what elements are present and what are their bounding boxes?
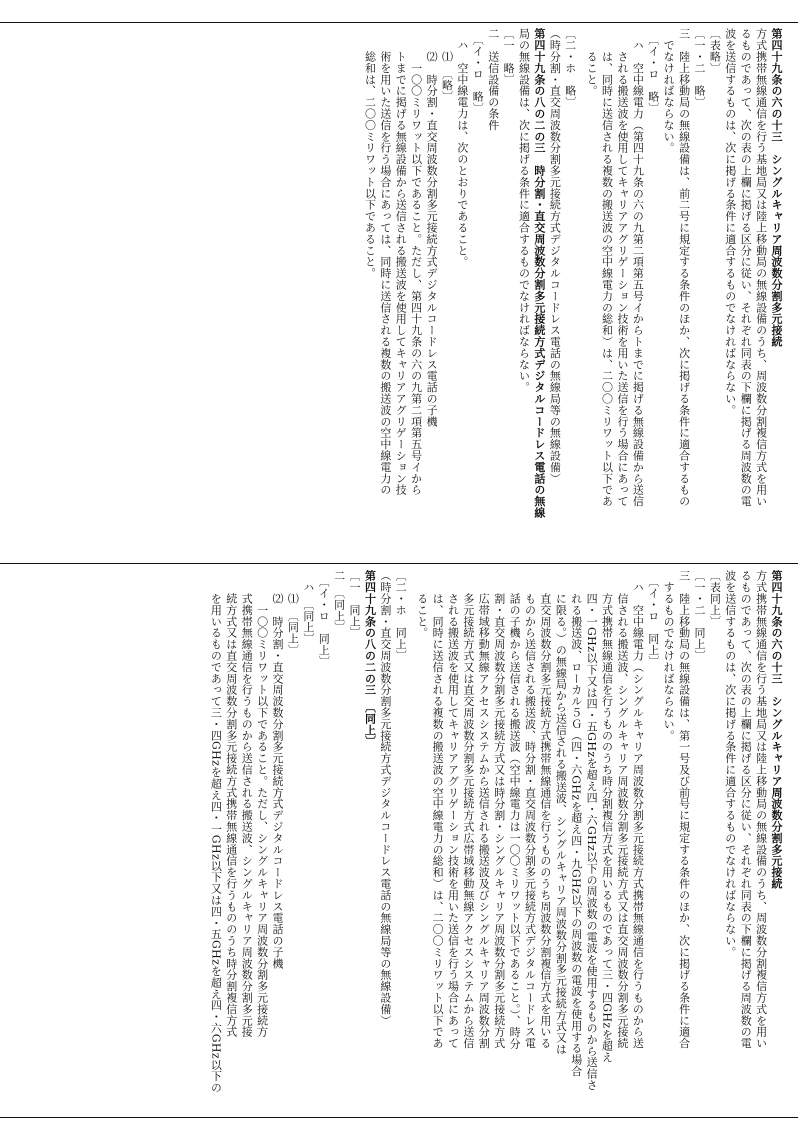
current-text-body: [14, 570, 784, 1113]
revised-text-panel: [14, 28, 784, 560]
text-line: 〔イ・ロ 略〕: [471, 28, 485, 114]
text-line: 術を用いた送信を行う場合にあっては、同時に送信される複数の搬送波の空中線電力の: [378, 28, 392, 496]
text-line: れる搬送波、ローカル５Ｇ（四・六GHzを超え四・九GHz以下の周波数の電波を使用する場合: [569, 570, 583, 1077]
text-line: 〔二・ホ 略〕: [563, 28, 577, 108]
current-text-panel: [14, 570, 784, 1113]
text-line: 〔一 同上〕: [348, 570, 362, 639]
revised-text-body: [14, 28, 784, 560]
text-line: 〔表略〕: [708, 28, 722, 74]
text-line: 三 陸上移動局の無線設備は、第一号及び前号に規定する条件のほか、次に掲げる条件に適合: [677, 570, 691, 1049]
text-line: ⑵ 時分割・直交周波数分割多元接続方式デジタルコードレス電話の子機: [271, 570, 284, 969]
text-line: ハ 〔同上〕: [301, 570, 315, 645]
panel-divider-rule: [0, 563, 798, 564]
text-line: 一〇〇ミリワット以下であること。ただし、第四十九条の六の九第二項第五号イから: [409, 28, 423, 496]
article-heading-line: 第四十九条の六の十三 シングルキャリア周波数分割多元接続: [770, 570, 783, 890]
text-line: 二 送信設備の条件: [486, 28, 500, 131]
text-line: 〔一・二 同上〕: [692, 570, 706, 662]
text-line: ⑵ 時分割・直交周波数分割多元接続方式デジタルコードレス電話の子機: [425, 28, 439, 427]
text-line: 直交周波数分割多元接続方式携帯無線通信を行うもののうち周波数分割複信方式を用いる: [538, 570, 552, 1049]
text-line: 〔一 略〕: [502, 28, 516, 85]
text-line: 〔表同上〕: [708, 570, 722, 627]
text-line: 話の子機から送信される搬送波（空中線電力は一〇〇ミリワット以下であること。）、時分: [508, 570, 522, 1050]
article-heading-line: 第四十九条の八の二の三 時分割・直交周波数分割多元接続方式デジタルコードレス電話の無線: [532, 28, 546, 519]
text-line: 波を送信するものは、次に掲げる条件に適合するものでなければならない。: [723, 570, 737, 958]
text-line: 多元接続方式又は直交周波数分割多元接続方式広帯域移動無線アクセスシステムから送信: [461, 570, 475, 1049]
text-line: ること。: [415, 570, 429, 639]
text-line: 総和は、二〇〇ミリワット以下であること。: [363, 28, 377, 279]
text-line: 続方式又は直交周波数分割多元接続方式携帯無線通信を行うもののうち時分割複信方式: [224, 570, 238, 1038]
text-line: 〔イ・ロ 同上〕: [646, 570, 660, 668]
text-line: は、同時に送信される複数の搬送波の空中線電力の総和）は、二〇〇ミリワット以下であ: [431, 570, 445, 1049]
text-line: ること。: [585, 28, 599, 97]
text-line: 波を送信するものは、次に掲げる条件に適合するものでなければならない。: [723, 28, 737, 416]
text-line: 方式携帯無線通信を行う基地局又は陸上移動局の無線設備のうち、周波数分割複信方式を用い: [754, 28, 768, 507]
text-line: （時分割・直交周波数分割多元接続方式デジタルコードレス電話の無線局等の無線設備）: [548, 28, 562, 484]
text-line: ものから送信される搬送波、時分割・直交周波数分割多元接続方式デジタルコードレス電: [523, 570, 537, 1049]
top-border-rule: [0, 22, 798, 23]
text-line: 〔二・ホ 同上〕: [394, 570, 408, 662]
text-line: される搬送波を使用してキャリアアグリゲーション技術を用いた送信を行う場合にあって: [446, 570, 460, 1049]
text-line: 局の無線設備は、次に掲げる条件に適合するものでなければならない。: [517, 28, 531, 393]
text-line: するものでなければならない。: [662, 570, 676, 741]
text-line: 〔イ・ロ 略〕: [646, 28, 660, 114]
text-line: ハ 空中線電力（シングルキャリア周波数分割多元接続方式携帯無線通信を行うものから送: [631, 570, 645, 1049]
text-line: 四・一GHz以下又は四・五GHzを超え四・六GHz以下の周波数の電波を使用するものから送信さ: [585, 570, 599, 1091]
text-line: 二 〔同上〕: [332, 570, 346, 633]
text-line: トまでに掲げる無線設備から送信される搬送波を使用してキャリアアグリゲーション技: [394, 28, 408, 496]
text-line: ⑴ 〔同上〕: [286, 570, 300, 656]
text-line: ハ 空中線電力は、次のとおりであること。: [455, 28, 469, 268]
text-line: 広帯域移動無線アクセスシステムから送信される搬送波及びシングルキャリア周波数分割: [477, 570, 491, 1049]
text-line: るものであって、次の表の上欄に掲げる区分に従い、それぞれ同表の下欄に掲げる周波数の電: [739, 570, 753, 1049]
text-line: 三 陸上移動局の無線設備は、前二号に規定する条件のほか、次に掲げる条件に適合するもの: [677, 28, 691, 507]
text-line: される搬送波を使用してキャリアアグリゲーション技術を用いた送信を行う場合にあって: [615, 28, 629, 507]
text-line: 方式携帯無線通信を行う基地局又は陸上移動局の無線設備のうち、周波数分割複信方式を用い: [754, 570, 768, 1049]
text-line: は、同時に送信される複数の搬送波の空中線電力の総和）は、二〇〇ミリワット以下であ: [600, 28, 614, 507]
text-line: 〔一・二 略〕: [692, 28, 706, 108]
text-line: でなければならない。: [662, 28, 676, 154]
text-line: るものであって、次の表の上欄に掲げる区分に従い、それぞれ同表の下欄に掲げる周波数の電: [739, 28, 753, 507]
text-line: に限る。）の無線局から送信される搬送波、シングルキャリア周波数分割多元接続方式又は: [554, 570, 568, 1055]
text-line: 割・直交周波数分割多元接続方式又は時分割・シングルキャリア周波数分割多元接続方式: [492, 570, 506, 1049]
article-heading-line: 第四十九条の六の十三 シングルキャリア周波数分割多元接続: [770, 28, 783, 348]
text-line: 一〇〇ミリワット以下であること。ただし、シングルキャリア周波数分割多元接続方: [255, 570, 269, 1038]
text-line: （時分割・直交周波数分割多元接続方式デジタルコードレス電話の無線局等の無線設備）: [378, 570, 392, 1026]
text-line: ⑴ 〔略〕: [440, 28, 454, 103]
text-line: 信される搬送波、シングルキャリア周波数分割多元接続方式又は直交周波数分割多元接続: [615, 570, 629, 1049]
bottom-border-rule: [0, 1117, 798, 1118]
text-line: ハ 空中線電力（第四十九条の六の九第二項第五号イからトまでに掲げる無線設備から送信: [631, 28, 645, 507]
text-line: 〔イ・ロ 同上〕: [317, 570, 331, 668]
text-line: 式携帯無線通信を行うものから送信される搬送波、シングルキャリア周波数分割多元接: [240, 570, 254, 1038]
text-line: を用いるものであって三・四GHzを超え四・一GHz以下又は四・五GHzを超え四・六GHz以下の: [209, 570, 223, 1094]
text-line: 方式携帯無線通信を行うもののうち時分割複信方式を用いるものであって三・四GHzを超え: [600, 570, 614, 1063]
article-heading-line: 第四十九条の八の二の三 〔同上〕: [363, 570, 377, 747]
